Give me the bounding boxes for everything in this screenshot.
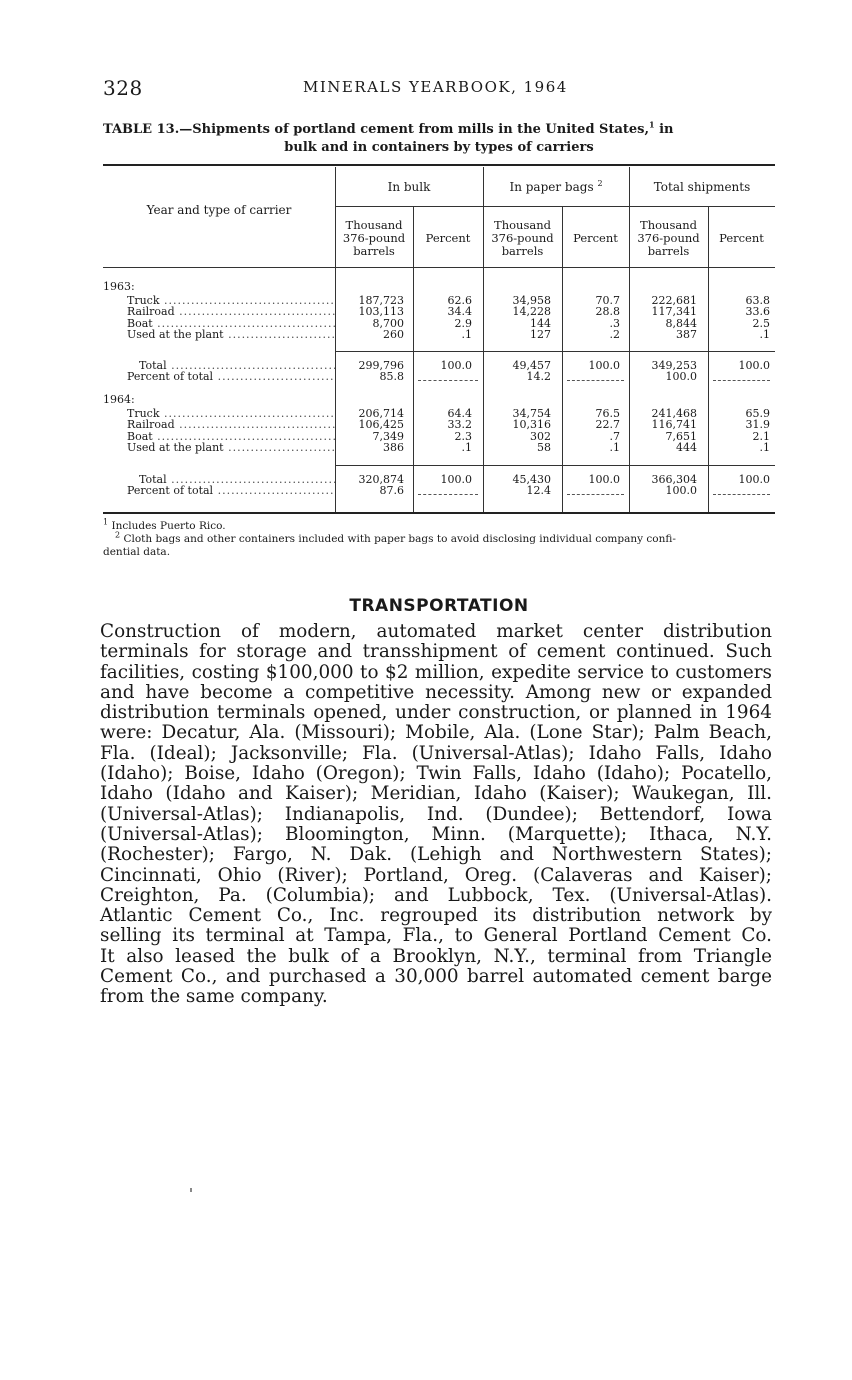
footnote-text: Includes Puerto Rico.	[111, 520, 226, 532]
table-cell: 117,341	[651, 305, 697, 318]
empty-cell-leader	[567, 380, 624, 381]
empty-cell-leader	[713, 380, 770, 381]
row-label: Boat .....	[103, 431, 335, 443]
total-label: Total .....	[103, 474, 335, 486]
table-top-rule	[103, 164, 775, 166]
table-cell: 386	[383, 441, 404, 454]
table-cell: 2.3	[454, 430, 472, 443]
caption-label: TABLE 13.	[103, 122, 180, 137]
footnote-text: Cloth bags and other containers included with paper bags to avoid disclosing individual company confi-	[123, 533, 676, 545]
column-header-line: 376-pound	[342, 231, 406, 245]
table-cell: 62.6	[447, 294, 472, 307]
table-cell: 2.5	[752, 317, 770, 330]
total-rule	[335, 351, 775, 352]
body-line: Construction of modern, automated market center distribution	[100, 621, 772, 642]
table-cell: .3	[609, 317, 620, 330]
table-cell: 33.2	[447, 418, 472, 431]
section-heading: TRANSPORTATION	[349, 596, 529, 616]
row-label: Truck .....	[103, 408, 335, 420]
group-header-rule	[335, 206, 775, 207]
column-header-line: barrels	[353, 244, 395, 258]
table-cell: 302	[530, 430, 551, 443]
body-line: Cement Co., and purchased a 30,000 barrel automated cement barge	[100, 966, 772, 988]
column-divider	[562, 206, 563, 512]
body-line: were: Decatur, Ala. (Missouri); Mobile, Ala. (Lone Star); Palm Beach,	[100, 722, 772, 744]
table-cell: 349,253	[651, 359, 697, 372]
group-header-bulk	[335, 181, 483, 194]
body-line: facilities, costing $100,000 to $2 million, expedite service to customers	[100, 661, 772, 683]
table-cell: 85.8	[379, 370, 404, 383]
running-head	[103, 76, 775, 100]
group-label: Total shipments	[653, 180, 751, 194]
footnote-1	[103, 517, 775, 532]
table-cell: .1	[461, 328, 472, 341]
table-cell: 8,844	[665, 317, 697, 330]
percent-of-total-label: Percent of total .....	[103, 485, 335, 497]
caption-text: —Shipments of portland cement from mills in the United States,	[179, 122, 649, 137]
table-cell: 241,468	[651, 407, 697, 420]
table-cell: 34,754	[512, 407, 551, 420]
table-cell: .1	[609, 441, 620, 454]
body-line: terminals for storage and transshipment of cement continued. Such	[100, 641, 772, 663]
body-line: Idaho (Idaho and Kaiser); Meridian, Idaho (Kaiser); Waukegan, Ill.	[100, 783, 772, 805]
table-cell: 2.1	[752, 430, 770, 443]
table-cell: 299,796	[358, 359, 404, 372]
table-cell: 444	[676, 441, 697, 454]
footnote-mark: 2	[115, 530, 121, 540]
table-cell: 22.7	[595, 418, 620, 431]
table-cell: 14,228	[512, 305, 551, 318]
group-header-paper-bags	[483, 181, 629, 194]
footnote-2-continued: dential data.	[103, 546, 171, 558]
table-cell: 127	[530, 328, 551, 341]
column-header-line: Thousand	[640, 218, 697, 232]
table-cell: .7	[609, 430, 620, 443]
total-label: Total .....	[103, 360, 335, 372]
table-cell: 58	[537, 441, 551, 454]
table-cell: .1	[461, 441, 472, 454]
body-line: and have become a competitive necessity. Among new or expanded	[100, 681, 772, 703]
year-label: 1964:	[103, 393, 135, 406]
table-cell: .1	[759, 441, 770, 454]
table-cell: 34.4	[447, 305, 472, 318]
stub-header: Year and type of carrier	[146, 203, 292, 217]
table-cell: 366,304	[651, 473, 697, 486]
row-label: Boat .....	[103, 318, 335, 330]
table-cell: 100.0	[588, 359, 620, 372]
scan-speck	[190, 1188, 192, 1192]
body-paragraph	[100, 622, 772, 1008]
row-label: Used at the plant .....	[103, 442, 335, 454]
column-header-line: Thousand	[345, 218, 403, 232]
column-divider	[708, 206, 709, 512]
body-line: Fla. (Ideal); Jacksonville; Fla. (Universal-Atlas); Idaho Falls, Idaho	[100, 742, 772, 764]
table-cell: 100.0	[588, 473, 620, 486]
row-label: Truck .....	[103, 295, 335, 307]
table-cell: 100.0	[738, 359, 770, 372]
table-cell: 260	[383, 328, 404, 341]
column-header-thousand-barrels	[483, 219, 562, 258]
column-header-percent: Percent	[425, 231, 471, 245]
table-cell: 100.0	[440, 359, 472, 372]
body-line: (Universal-Atlas); Indianapolis, Ind. (Dundee); Bettendorf, Iowa	[100, 803, 772, 825]
total-rule	[335, 465, 775, 466]
body-line: Atlantic Cement Co., Inc. regrouped its distribution network by	[100, 905, 772, 927]
body-line: Cincinnati, Ohio (River); Portland, Oreg. (Calaveras and Kaiser);	[100, 864, 772, 886]
body-line: (Rochester); Fargo, N. Dak. (Lehigh and Northwestern States);	[100, 844, 772, 866]
table-cell: 87.6	[379, 484, 404, 497]
table-cell: 31.9	[745, 418, 770, 431]
header-bottom-rule	[103, 267, 775, 268]
column-header-line: barrels	[647, 244, 690, 258]
table-cell: 10,316	[512, 418, 551, 431]
table-cell: 100.0	[440, 473, 472, 486]
table-cell: 103,113	[358, 305, 404, 318]
table-cell: 7,349	[372, 430, 404, 443]
percent-of-total-label: Percent of total .....	[103, 371, 335, 383]
table-cell: 106,425	[358, 418, 404, 431]
body-line: (Idaho); Boise, Idaho (Oregon); Twin Falls, Idaho (Idaho); Pocatello,	[100, 763, 772, 785]
empty-cell-leader	[713, 494, 770, 495]
table-bottom-rule	[103, 512, 775, 514]
empty-cell-leader	[418, 494, 478, 495]
empty-cell-leader	[418, 380, 478, 381]
column-header-thousand-barrels	[335, 219, 413, 258]
column-header-percent: Percent	[719, 231, 764, 245]
column-header-thousand-barrels	[629, 219, 708, 258]
row-label: Railroad .....	[103, 419, 335, 431]
column-header-line: 376-pound	[637, 231, 700, 245]
body-line: from the same company.	[100, 986, 328, 1008]
footnote-ref: 1	[649, 119, 655, 130]
table-cell: .1	[759, 328, 770, 341]
table-cell: 76.5	[595, 407, 620, 420]
running-title: MINERALS YEARBOOK, 1964	[303, 78, 568, 96]
table-cell: 100.0	[665, 484, 697, 497]
empty-cell-leader	[567, 494, 624, 495]
column-header-line: Thousand	[494, 218, 551, 232]
table-cell: 7,651	[665, 430, 697, 443]
body-line: It also leased the bulk of a Brooklyn, N.Y., terminal from Triangle	[100, 945, 772, 967]
table-cell: 320,874	[358, 473, 404, 486]
caption-line-2: bulk and in containers by types of carriers	[284, 140, 594, 155]
group-label: In paper bags	[509, 180, 594, 194]
table-cell: 33.6	[745, 305, 770, 318]
group-header-total	[629, 181, 775, 194]
column-divider	[413, 206, 414, 512]
table-cell: 70.7	[595, 294, 620, 307]
table-cell: 63.8	[745, 294, 770, 307]
year-label: 1963:	[103, 280, 135, 293]
table-cell: 12.4	[526, 484, 551, 497]
table-cell: 222,681	[651, 294, 697, 307]
body-line: distribution terminals opened, under construction, or planned in 1964	[100, 702, 772, 724]
caption-line-1	[103, 121, 775, 139]
table-cell: 187,723	[358, 294, 404, 307]
footnote-mark: 1	[103, 517, 109, 527]
row-label: Used at the plant .....	[103, 329, 335, 341]
column-header-line: 376-pound	[491, 231, 554, 245]
table-cell: 34,958	[512, 294, 551, 307]
column-header-percent: Percent	[573, 231, 618, 245]
table-cell: 144	[530, 317, 551, 330]
body-line: selling its terminal at Tampa, Fla., to General Portland Cement Co.	[100, 925, 772, 947]
row-label: Railroad .....	[103, 306, 335, 318]
group-label: In bulk	[387, 180, 431, 194]
table-cell: 116,741	[651, 418, 697, 431]
table-cell: 65.9	[745, 407, 770, 420]
body-line: Creighton, Pa. (Columbia); and Lubbock, Tex. (Universal-Atlas).	[100, 884, 772, 906]
footnote-ref: 2	[597, 179, 603, 188]
table-cell: 8,700	[372, 317, 404, 330]
column-header-line: barrels	[501, 244, 544, 258]
table-cell: 45,430	[512, 473, 551, 486]
table-caption	[103, 121, 775, 157]
table-cell: 64.4	[447, 407, 472, 420]
table-cell: 2.9	[454, 317, 472, 330]
table-cell: .2	[609, 328, 620, 341]
table-cell: 100.0	[738, 473, 770, 486]
caption-text-end: in	[654, 122, 674, 137]
page-number: 328	[103, 76, 143, 100]
table-cell: 28.8	[595, 305, 620, 318]
table-cell: 206,714	[358, 407, 404, 420]
footnote-2	[103, 530, 775, 545]
table-cell: 387	[676, 328, 697, 341]
table-cell: 14.2	[526, 370, 551, 383]
table-cell: 49,457	[512, 359, 551, 372]
body-line: (Universal-Atlas); Bloomington, Minn. (Marquette); Ithaca, N.Y.	[100, 823, 772, 845]
table-cell: 100.0	[665, 370, 697, 383]
